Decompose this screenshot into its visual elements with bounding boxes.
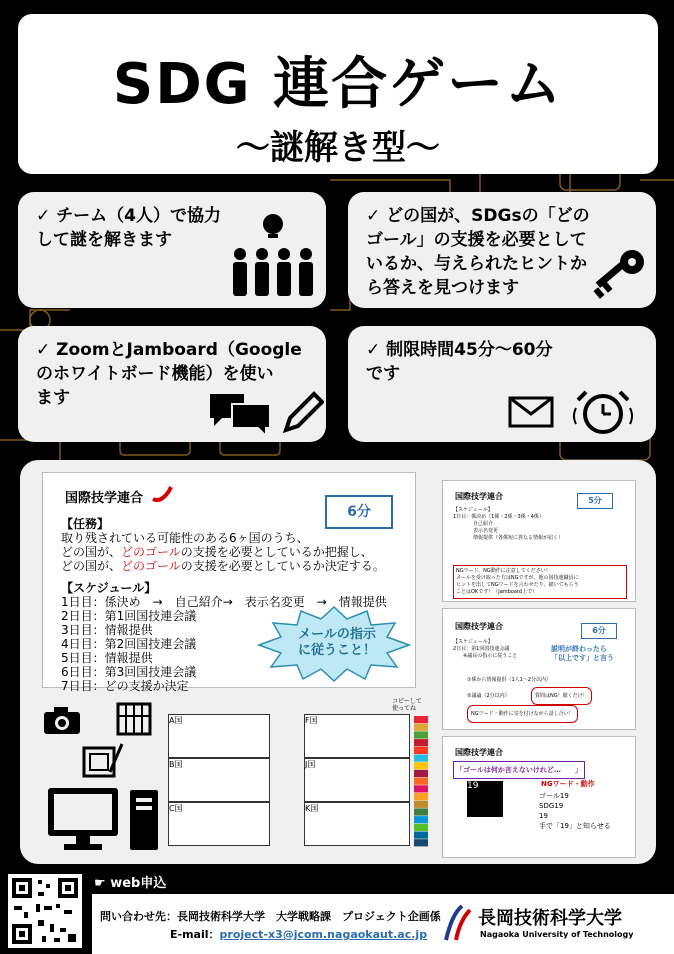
feature-card-team xyxy=(18,192,326,308)
sdg-color-swatch xyxy=(414,770,428,777)
doc-title: 国際技学連合 xyxy=(455,492,503,501)
sdg-color-swatch xyxy=(414,785,428,792)
doc-item: ①係から情報提供（1人1〜2分以内） xyxy=(467,677,552,683)
jamboard-area xyxy=(42,696,430,852)
feature-text: ✓ チーム（4人）で協力 して謎を解きます xyxy=(36,206,221,250)
email-link[interactable]: project-x3@jcom.nagaokaut.ac.jp xyxy=(219,928,428,941)
qr-code-icon[interactable] xyxy=(8,874,82,948)
schedule-item: 2日目：第1回国技連会議 xyxy=(61,609,197,623)
email-line: E-mail：project-x3@jcom.nagaokaut.ac.jp xyxy=(170,928,428,941)
sdg-color-swatch xyxy=(414,816,428,823)
sdg-color-swatch xyxy=(414,793,428,800)
question-note: 質問はNG！聞くだけ！ xyxy=(531,687,592,705)
duration-badge: 6分 xyxy=(581,623,617,639)
feature-card-goal xyxy=(348,192,656,308)
doc-body: 【スケジュール】 1日目：係決め（1係・2係・3係・4係） 自己紹介 表示名変更 情報提供（各係宛に異なる情報が届く） xyxy=(453,507,564,541)
ng-label: NGワード・動作 xyxy=(541,780,595,788)
university-logo-icon xyxy=(442,904,474,944)
contact-text: 問い合わせ先：長岡技術科学大学 大学戦略課 プロジェクト企画係 xyxy=(100,910,441,923)
alarm-clock-icon xyxy=(572,384,634,438)
country-board: A国 xyxy=(168,714,270,758)
schedule-item: 5日目：情報提供 xyxy=(61,651,153,665)
feature-text: ✓ ZoomとJamboard（Google のホワイトボード機能）を使い ます xyxy=(36,340,302,408)
ng-note: NGワード、NG動作に注意してください！ メールを受け取った方はNGですが、他の国技連職員に ヒントを出してNGワードを言わせたり、描いてもらう ことはOKです！（Jamboard上で） xyxy=(453,565,627,599)
quote-text: 「ゴールは何か言えないけれど… 」 xyxy=(453,761,585,779)
envelope-icon xyxy=(508,396,554,428)
feature-card-time xyxy=(348,326,656,442)
pencil-icon xyxy=(280,388,324,436)
sdg-tile: 19 xyxy=(467,781,503,817)
sdg-color-swatch xyxy=(414,747,428,754)
sdg-color-swatch xyxy=(414,716,428,723)
country-board: K国 xyxy=(304,802,410,846)
ng-word-document xyxy=(442,736,636,858)
feature-text: ✓ どの国が、SDGsの「どの ゴール」の支援を必要として いるか、与えられたヒントか ら答えを見つけます xyxy=(366,206,590,298)
task-label: 【任務】 xyxy=(61,517,110,531)
desktop-computer-icon xyxy=(46,786,166,852)
copy-note: コピーして 使ってね xyxy=(392,698,422,712)
task-line: どの国が、どのゴールの支援を必要としているか決定する。 xyxy=(61,559,385,573)
ng-list: ゴール19 SDG19 19 手で「19」と知らせる xyxy=(539,792,611,830)
duration-badge: 5分 xyxy=(577,493,613,509)
schedule-day2-document xyxy=(442,608,636,730)
doc-body: 【スケジュール】 2日目：第1回国技連会議 ※議長の指示に従うこと xyxy=(453,639,518,659)
chat-bubbles-icon xyxy=(208,390,274,438)
schedule-item: 3日目：情報提供 xyxy=(61,623,153,637)
schedule-item: 1日目：係決め → 自己紹介→ 表示名変更 → 情報提供 xyxy=(61,595,387,609)
sdg-color-swatch xyxy=(414,724,428,731)
burst-text: メールの指示 に従うこと！ xyxy=(297,627,376,658)
sdg-color-swatch xyxy=(414,832,428,839)
callout-text: 説明が終わったら 「以上です」と言う xyxy=(551,645,614,662)
doc-title: 国際技学連合 xyxy=(455,748,503,757)
blueprint-icon xyxy=(80,742,124,780)
university-name-en: Nagaoka University of Technology xyxy=(480,930,634,939)
sdg-color-swatch xyxy=(414,762,428,769)
page-title: SDG 連合ゲーム xyxy=(112,52,564,117)
country-board: C国 xyxy=(168,802,270,846)
sdg-color-swatch xyxy=(414,839,428,846)
sdg-color-swatch xyxy=(414,755,428,762)
country-board: F国 xyxy=(304,714,410,758)
mission-title: 国際技学連合 xyxy=(65,491,144,506)
web-apply-link[interactable]: ☛ web申込 xyxy=(94,876,167,891)
sdg-color-swatch xyxy=(414,778,428,785)
chili-icon xyxy=(151,485,173,503)
feature-text: ✓ 制限時間45分〜60分 です xyxy=(366,340,553,384)
feature-card-tools xyxy=(18,326,326,442)
country-board: J国 xyxy=(304,758,410,802)
country-board: B国 xyxy=(168,758,270,802)
key-icon xyxy=(588,248,648,304)
university-name: 長岡技術科学大学 xyxy=(478,908,622,929)
example-screens-panel xyxy=(20,460,656,864)
schedule-item: 7日目：どの支援か決定 xyxy=(61,679,189,693)
pointing-hand-icon: ☛ xyxy=(94,876,106,891)
sdg-color-swatch xyxy=(414,824,428,831)
title-banner xyxy=(18,14,658,174)
duration-badge: 6分 xyxy=(325,495,393,529)
sdg-color-strip xyxy=(414,716,428,848)
contact-area xyxy=(92,894,674,954)
sdg-color-swatch xyxy=(414,739,428,746)
ng-note: NGワード・動作に気を付けながら話し合い！ xyxy=(467,705,578,723)
doc-title: 国際技学連合 xyxy=(455,622,503,631)
schedule-item: 4日目：第2回国技連会議 xyxy=(61,637,197,651)
abacus-icon xyxy=(116,702,152,736)
mission-document xyxy=(42,472,416,693)
doc-item: ②議論（2分以内） xyxy=(467,693,510,699)
page-subtitle: 〜謎解き型〜 xyxy=(236,128,440,168)
task-line: どの国が、どのゴールの支援を必要としているか把握し、 xyxy=(61,545,373,559)
schedule-label: 【スケジュール】 xyxy=(61,581,157,595)
schedule-item: 6日目：第3回国技連会議 xyxy=(61,665,197,679)
sdg-color-swatch xyxy=(414,801,428,808)
team-people-icon xyxy=(228,212,318,302)
camera-icon xyxy=(42,704,82,736)
sdg-color-swatch xyxy=(414,808,428,815)
sdg-color-swatch xyxy=(414,731,428,738)
schedule-day1-document xyxy=(442,480,636,602)
task-line: 取り残されている可能性のある6ヶ国のうち、 xyxy=(61,531,309,545)
